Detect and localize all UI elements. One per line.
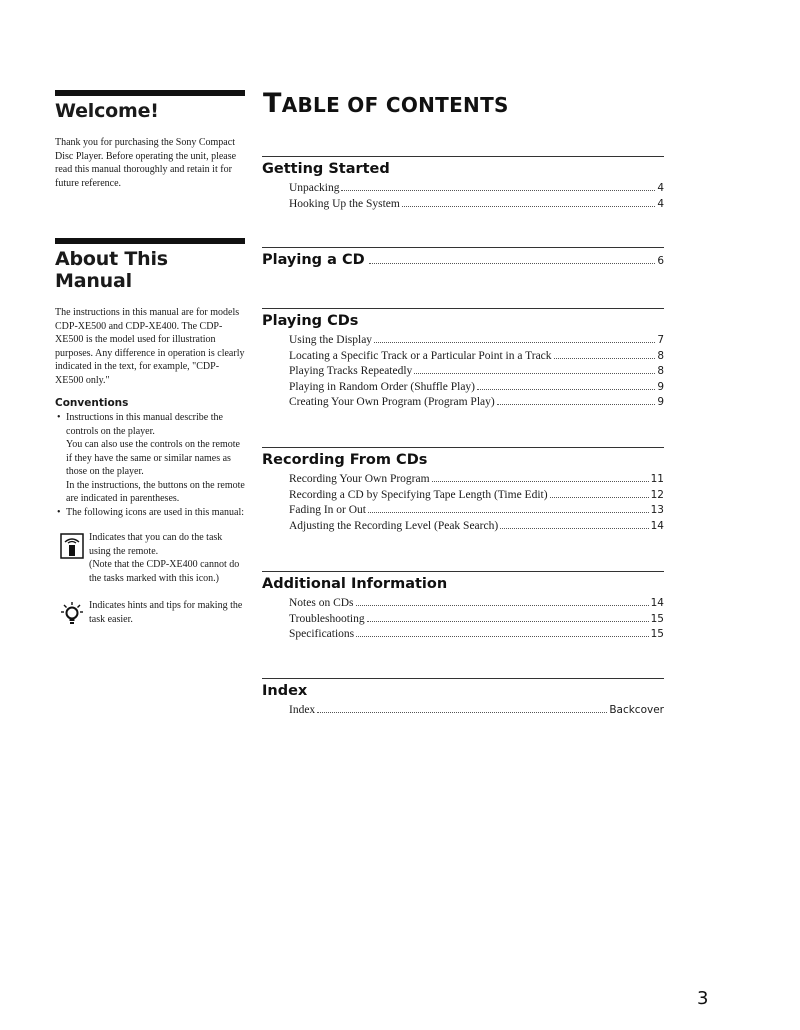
dot-leader bbox=[414, 373, 655, 374]
dot-leader bbox=[367, 621, 649, 622]
toc-entry[interactable] bbox=[289, 197, 664, 213]
conventions-line: The following icons are used in this manual: bbox=[66, 506, 245, 518]
remote-icon-description: Indicates that you can do the task using the remote. bbox=[89, 532, 223, 557]
toc-entry-page: 14 bbox=[650, 519, 664, 532]
toc-entry-page: 12 bbox=[650, 488, 664, 501]
toc-entry-label: Troubleshooting bbox=[289, 612, 365, 625]
toc-entry[interactable] bbox=[289, 395, 664, 411]
section-rule bbox=[262, 447, 664, 448]
dot-leader bbox=[374, 342, 655, 343]
toc-section-getting-started bbox=[262, 156, 664, 212]
toc-entry-page: 8 bbox=[657, 365, 664, 377]
about-section bbox=[55, 238, 245, 627]
toc-entry-label: Locating a Specific Track or a Particular Point in a Track bbox=[289, 349, 552, 362]
toc-entry[interactable] bbox=[289, 380, 664, 396]
toc-entry-page: 11 bbox=[650, 473, 664, 485]
toc-entry-label: Notes on CDs bbox=[289, 597, 354, 609]
dot-leader bbox=[368, 512, 649, 513]
section-heading: Additional Information bbox=[262, 576, 448, 592]
welcome-section bbox=[55, 90, 245, 190]
section-rule bbox=[262, 156, 664, 157]
section-rule bbox=[262, 308, 664, 309]
dot-leader bbox=[369, 263, 656, 264]
toc-entry-label: Recording a CD by Specifying Tape Length (Time Edit) bbox=[289, 488, 548, 501]
toc-entry-label: Using the Display bbox=[289, 334, 373, 346]
toc-entry-page: 13 bbox=[650, 504, 664, 516]
dot-leader bbox=[550, 497, 649, 498]
toc-entry-page: 15 bbox=[650, 628, 664, 640]
remote-icon bbox=[55, 531, 89, 585]
conventions-line: • Instructions in this manual describe the controls on the player. bbox=[66, 412, 223, 437]
toc-entry-label: Index bbox=[289, 704, 316, 716]
toc-entry-page: 9 bbox=[657, 396, 664, 408]
section-bar bbox=[55, 238, 245, 244]
toc-entry[interactable] bbox=[289, 596, 664, 612]
toc-section-index bbox=[262, 678, 664, 719]
toc-entry-label: Creating Your Own Program (Program Play) bbox=[289, 396, 495, 408]
conventions-item bbox=[55, 411, 245, 506]
conventions-line: You can also use the controls on the remote if they have the same or similar names as those on the player. bbox=[66, 439, 240, 477]
toc-entry-label: Unpacking bbox=[289, 182, 340, 194]
welcome-text: Thank you for purchasing the Sony Compact Disc Player. Before operating the unit, please read this manual thoroughly and retain it for future reference. bbox=[55, 137, 237, 189]
section-heading: Recording From CDs bbox=[262, 452, 428, 468]
toc-entry[interactable] bbox=[289, 627, 664, 643]
toc-entry-page: 15 bbox=[650, 612, 664, 625]
toc-entry-page: 6 bbox=[657, 255, 664, 267]
toc-title-rest: ABLE OF CONTENTS bbox=[281, 93, 509, 117]
remote-icon-note: (Note that the CDP-XE400 cannot do the tasks marked with this icon.) bbox=[89, 559, 240, 584]
about-text: The instructions in this manual are for models CDP-XE500 and CDP-XE400. The CDP-XE500 is the model used for illustration purposes. Any difference in operation is clearly indicated in the text, for example, "CDP-XE500 only." bbox=[55, 307, 245, 386]
remote-icon-legend bbox=[55, 531, 245, 585]
toc-entry[interactable] bbox=[289, 703, 664, 719]
toc-entry-page: Backcover bbox=[609, 704, 664, 716]
toc-entry-page: 7 bbox=[657, 334, 664, 346]
conventions-list bbox=[55, 411, 245, 519]
toc-entry-label: Playing Tracks Repeatedly bbox=[289, 365, 413, 377]
toc-entry[interactable] bbox=[289, 519, 664, 535]
toc-entry[interactable] bbox=[289, 472, 664, 488]
dot-leader bbox=[402, 206, 655, 207]
toc-entry-page: 4 bbox=[657, 197, 664, 210]
toc-entry[interactable] bbox=[289, 333, 664, 349]
toc-entry-label: Hooking Up the System bbox=[289, 197, 400, 210]
toc-entry-page: 4 bbox=[657, 182, 664, 194]
toc-section-additional-information bbox=[262, 571, 664, 643]
dot-leader bbox=[477, 389, 655, 390]
dot-leader bbox=[554, 358, 656, 359]
toc-entry[interactable] bbox=[289, 181, 664, 197]
section-heading: Playing CDs bbox=[262, 313, 359, 329]
section-heading: Getting Started bbox=[262, 161, 390, 177]
about-heading: About This Manual bbox=[55, 248, 168, 292]
section-bar bbox=[55, 90, 245, 96]
toc-title bbox=[263, 88, 509, 119]
dot-leader bbox=[500, 528, 648, 529]
toc-section-recording-from-cds bbox=[262, 447, 664, 534]
section-rule bbox=[262, 678, 664, 679]
toc-entry[interactable] bbox=[289, 612, 664, 628]
toc-entry-label: Playing in Random Order (Shuffle Play) bbox=[289, 380, 475, 393]
toc-entry-page: 9 bbox=[657, 380, 664, 393]
toc-section-playing-cds bbox=[262, 308, 664, 411]
toc-entry[interactable] bbox=[289, 488, 664, 504]
toc-entry-page: 8 bbox=[657, 349, 664, 362]
lightbulb-icon bbox=[55, 599, 89, 627]
conventions-item bbox=[55, 506, 245, 520]
toc-entry-page: 14 bbox=[650, 597, 664, 609]
toc-entry[interactable] bbox=[289, 503, 664, 519]
dot-leader bbox=[356, 636, 648, 637]
toc-entry-label: Specifications bbox=[289, 628, 355, 640]
page-number: 3 bbox=[697, 988, 709, 1009]
toc-entry[interactable] bbox=[289, 364, 664, 380]
section-rule bbox=[262, 571, 664, 572]
toc-entry[interactable] bbox=[262, 252, 664, 268]
dot-leader bbox=[432, 481, 649, 482]
hint-icon-legend bbox=[55, 599, 245, 627]
toc-entry-label: Adjusting the Recording Level (Peak Search) bbox=[289, 519, 499, 532]
dot-leader bbox=[497, 404, 656, 405]
hint-icon-description: Indicates hints and tips for making the task easier. bbox=[89, 600, 243, 625]
conventions-line: In the instructions, the buttons on the remote are indicated in parentheses. bbox=[66, 479, 245, 504]
welcome-heading: Welcome! bbox=[55, 100, 159, 122]
dot-leader bbox=[341, 190, 655, 191]
conventions-heading: Conventions bbox=[55, 397, 129, 409]
toc-entry-label: Fading In or Out bbox=[289, 504, 366, 516]
dot-leader bbox=[317, 712, 607, 713]
section-heading: Playing a CD bbox=[262, 252, 365, 268]
toc-entry[interactable] bbox=[289, 349, 664, 365]
section-heading: Index bbox=[262, 683, 308, 699]
dot-leader bbox=[356, 605, 649, 606]
toc-entry-label: Recording Your Own Program bbox=[289, 473, 430, 485]
toc-section-playing-a-cd bbox=[262, 247, 664, 268]
section-rule bbox=[262, 247, 664, 248]
toc-title-initial: T bbox=[263, 88, 282, 119]
